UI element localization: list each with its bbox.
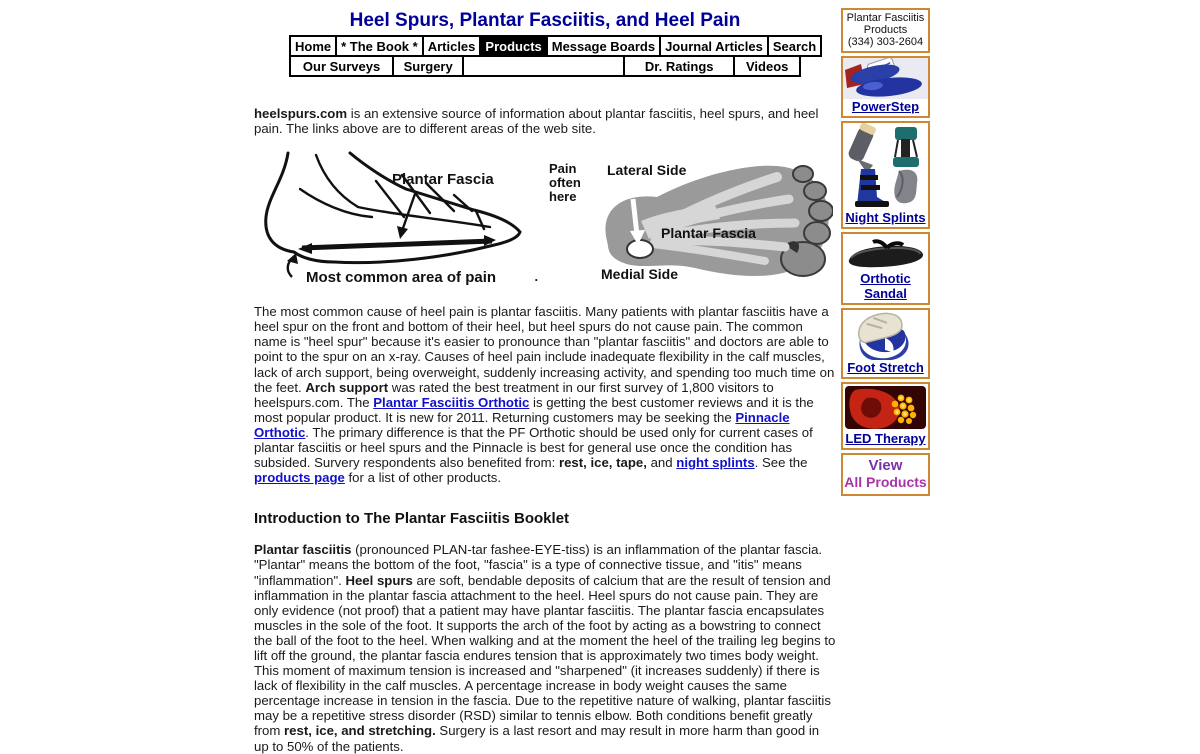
product-led-therapy[interactable] — [841, 382, 930, 450]
page-container — [254, 0, 930, 754]
nav-item-articles[interactable]: Articles — [423, 36, 481, 56]
nav-item-the-book[interactable]: * The Book * — [336, 36, 423, 56]
link-plantar-fasciitis-orthotic[interactable]: Plantar Fasciitis Orthotic — [373, 394, 530, 410]
text-run: . See the — [754, 455, 808, 471]
nav-item-products[interactable]: Products — [480, 36, 546, 56]
powerstep-link[interactable]: PowerStep — [851, 99, 920, 114]
label-medial-side: Medial Side — [600, 266, 678, 283]
text-run: was rated the best treatment in our first survey of 1,800 visitors to heelspurs.com. The — [254, 379, 774, 410]
stray-period: . — [534, 269, 539, 285]
text-run: is an extensive source of information about plantar fasciitis, heel spurs, and heel pain. The links above are to different areas of the web site. — [254, 106, 819, 137]
nav-row-2 — [289, 55, 801, 77]
sidebar-header-line3: (334) 303-2604 — [847, 36, 924, 48]
nav-menu — [289, 35, 817, 77]
label-pain-often-2: often — [548, 175, 581, 191]
foot-stretch-link[interactable]: Foot Stretch — [847, 360, 924, 375]
bold-text: Arch support — [305, 379, 389, 395]
nav-item-surgery[interactable]: Surgery — [393, 56, 463, 76]
bold-text: rest, ice, and stretching. — [284, 723, 436, 739]
foot-stretch-image — [843, 310, 928, 360]
foot-diagrams — [254, 149, 836, 294]
nav-row-1 — [289, 35, 822, 57]
label-plantar-fascia-bottom: Plantar Fascia — [660, 225, 756, 242]
section-heading: Introduction to The Plantar Fasciitis Booklet — [254, 510, 570, 528]
label-pain-often-3: here — [548, 189, 576, 205]
product-night-splints[interactable] — [841, 121, 930, 229]
text-run: . The primary difference is that the PF Orthotic should be used only for current cases of plantar fasciitis or heel spurs and the Pinnacle is best for general use once the condition has subsided. Survery respondents also benefited from: — [254, 424, 813, 471]
bold-text: Plantar fasciitis — [254, 542, 352, 558]
nav-item-our-surveys[interactable]: Our Surveys — [290, 56, 393, 76]
text-run: The most common cause of heel pain is plantar fasciitis. Many patients with plantar fasciitis have a heel spur on the front and bottom of their heel, but heel spurs do not cause pain. The common name is "heel spur" because it's easier to pronounce than "plantar fasciitis" and doctors are able to point to the spur on an x-ray. Causes of heel pain include inadequate flexibility in the calf muscles, lack of arch support, being overweight, suddenly increasing activity, and spending too much time on the feet. — [254, 304, 835, 395]
products-sidebar — [841, 8, 930, 499]
sidebar-header-line2: Products — [863, 24, 908, 36]
main-paragraph-1 — [254, 304, 836, 485]
nav-item-message-boards[interactable]: Message Boards — [547, 36, 660, 56]
link-night-splints[interactable]: night splints — [676, 455, 755, 471]
foot-bottom-view-diagram — [545, 149, 833, 287]
night-splints-image — [843, 123, 928, 210]
text-run: (pronounced PLAN-tar fashee-EYE-tiss) is an inflammation of the plantar fascia. "Plantar" means the bottom of the foot, "fascia" is a type of connective tissue, and "itis" means "inflammation". — [254, 542, 823, 588]
led-therapy-link[interactable]: LED Therapy — [845, 431, 926, 446]
page-title: Heel Spurs, Plantar Fasciitis, and Heel Pain — [349, 10, 741, 31]
bold-text: heelspurs.com — [254, 106, 348, 121]
product-powerstep[interactable] — [841, 56, 930, 118]
text-run: Surgery is a last resort and may result in more harm than good in up to 50% of the patients. — [254, 723, 820, 754]
night-splints-link[interactable]: Night Splints — [845, 210, 926, 225]
nav-item-videos[interactable]: Videos — [734, 56, 800, 76]
product-foot-stretch[interactable] — [841, 308, 930, 379]
main-paragraph-2 — [254, 542, 836, 753]
nav-item-journal-articles[interactable]: Journal Articles — [660, 36, 768, 56]
led-therapy-image — [843, 384, 928, 431]
product-orthotic-sandal[interactable] — [841, 232, 930, 305]
label-plantar-fascia-side: Plantar Fascia — [392, 171, 494, 189]
foot-side-view-diagram — [254, 149, 530, 294]
text-run: for a list of other products. — [344, 470, 501, 486]
link-products-page[interactable]: products page — [254, 470, 345, 486]
orthotic-sandal-link-line2[interactable]: Sandal — [864, 286, 907, 301]
label-lateral-side: Lateral Side — [606, 162, 686, 179]
nav-item-dr-ratings[interactable]: Dr. Ratings — [624, 56, 734, 76]
orthotic-sandal-image — [843, 234, 928, 271]
text-run: and — [646, 455, 677, 471]
view-all-products-button[interactable] — [841, 453, 930, 496]
nav-item-search[interactable]: Search — [768, 36, 821, 56]
sidebar-header-line1: Plantar Fasciitis — [846, 12, 925, 24]
nav-spacer-cell — [463, 56, 624, 76]
nav-item-home[interactable]: Home — [290, 36, 336, 56]
bold-text: Heel spurs — [345, 572, 413, 588]
text-run: is getting the best customer reviews and it is the most popular product. It is new for 2011. Returning customers may be seeking the — [254, 394, 814, 425]
text-run: are soft, bendable deposits of calcium that are the result of tension and inflammation in the plantar fascia attachment to the heel. Heel spurs do not cause pain. They are only evidence (not proof) that a patient may have plantar fasciitis. The plantar fascia encapsulates muscles in the sole of the foot. It supports the arch of the foot by acting as a bowstring to connect the ball of the foot to the heel. When walking and at the moment the heel of the trailing leg begins to lift off the ground, the plantar fascia endures tension that is approximately two times body weight. This moment of maximum tension is increased and "sharpened" (it increases suddenly) if there is lack of flexibility in the calf muscles. A percentage increase in body weight causes the same percentage increase in tension in the fascia. Due to the repetitive nature of walking, plantar fasciitis may be a repetitive stress disorder (RSD) similar to tennis elbow. Both conditions benefit greatly from — [254, 572, 836, 739]
label-pain-often-1: Pain — [548, 161, 576, 177]
view-all-link-line1[interactable]: View — [868, 457, 903, 474]
label-most-common-pain: Most common area of pain — [306, 269, 497, 287]
view-all-link-line2[interactable]: All Products — [844, 474, 927, 490]
bold-text: rest, ice, tape, — [558, 455, 647, 471]
powerstep-insoles-image — [843, 58, 928, 99]
orthotic-sandal-link-line1[interactable]: Orthotic — [860, 271, 911, 286]
link-pinnacle-orthotic[interactable]: Pinnacle Orthotic — [254, 409, 790, 440]
sidebar-phone-box — [841, 8, 930, 53]
main-column — [254, 8, 836, 754]
intro-paragraph — [254, 106, 836, 136]
